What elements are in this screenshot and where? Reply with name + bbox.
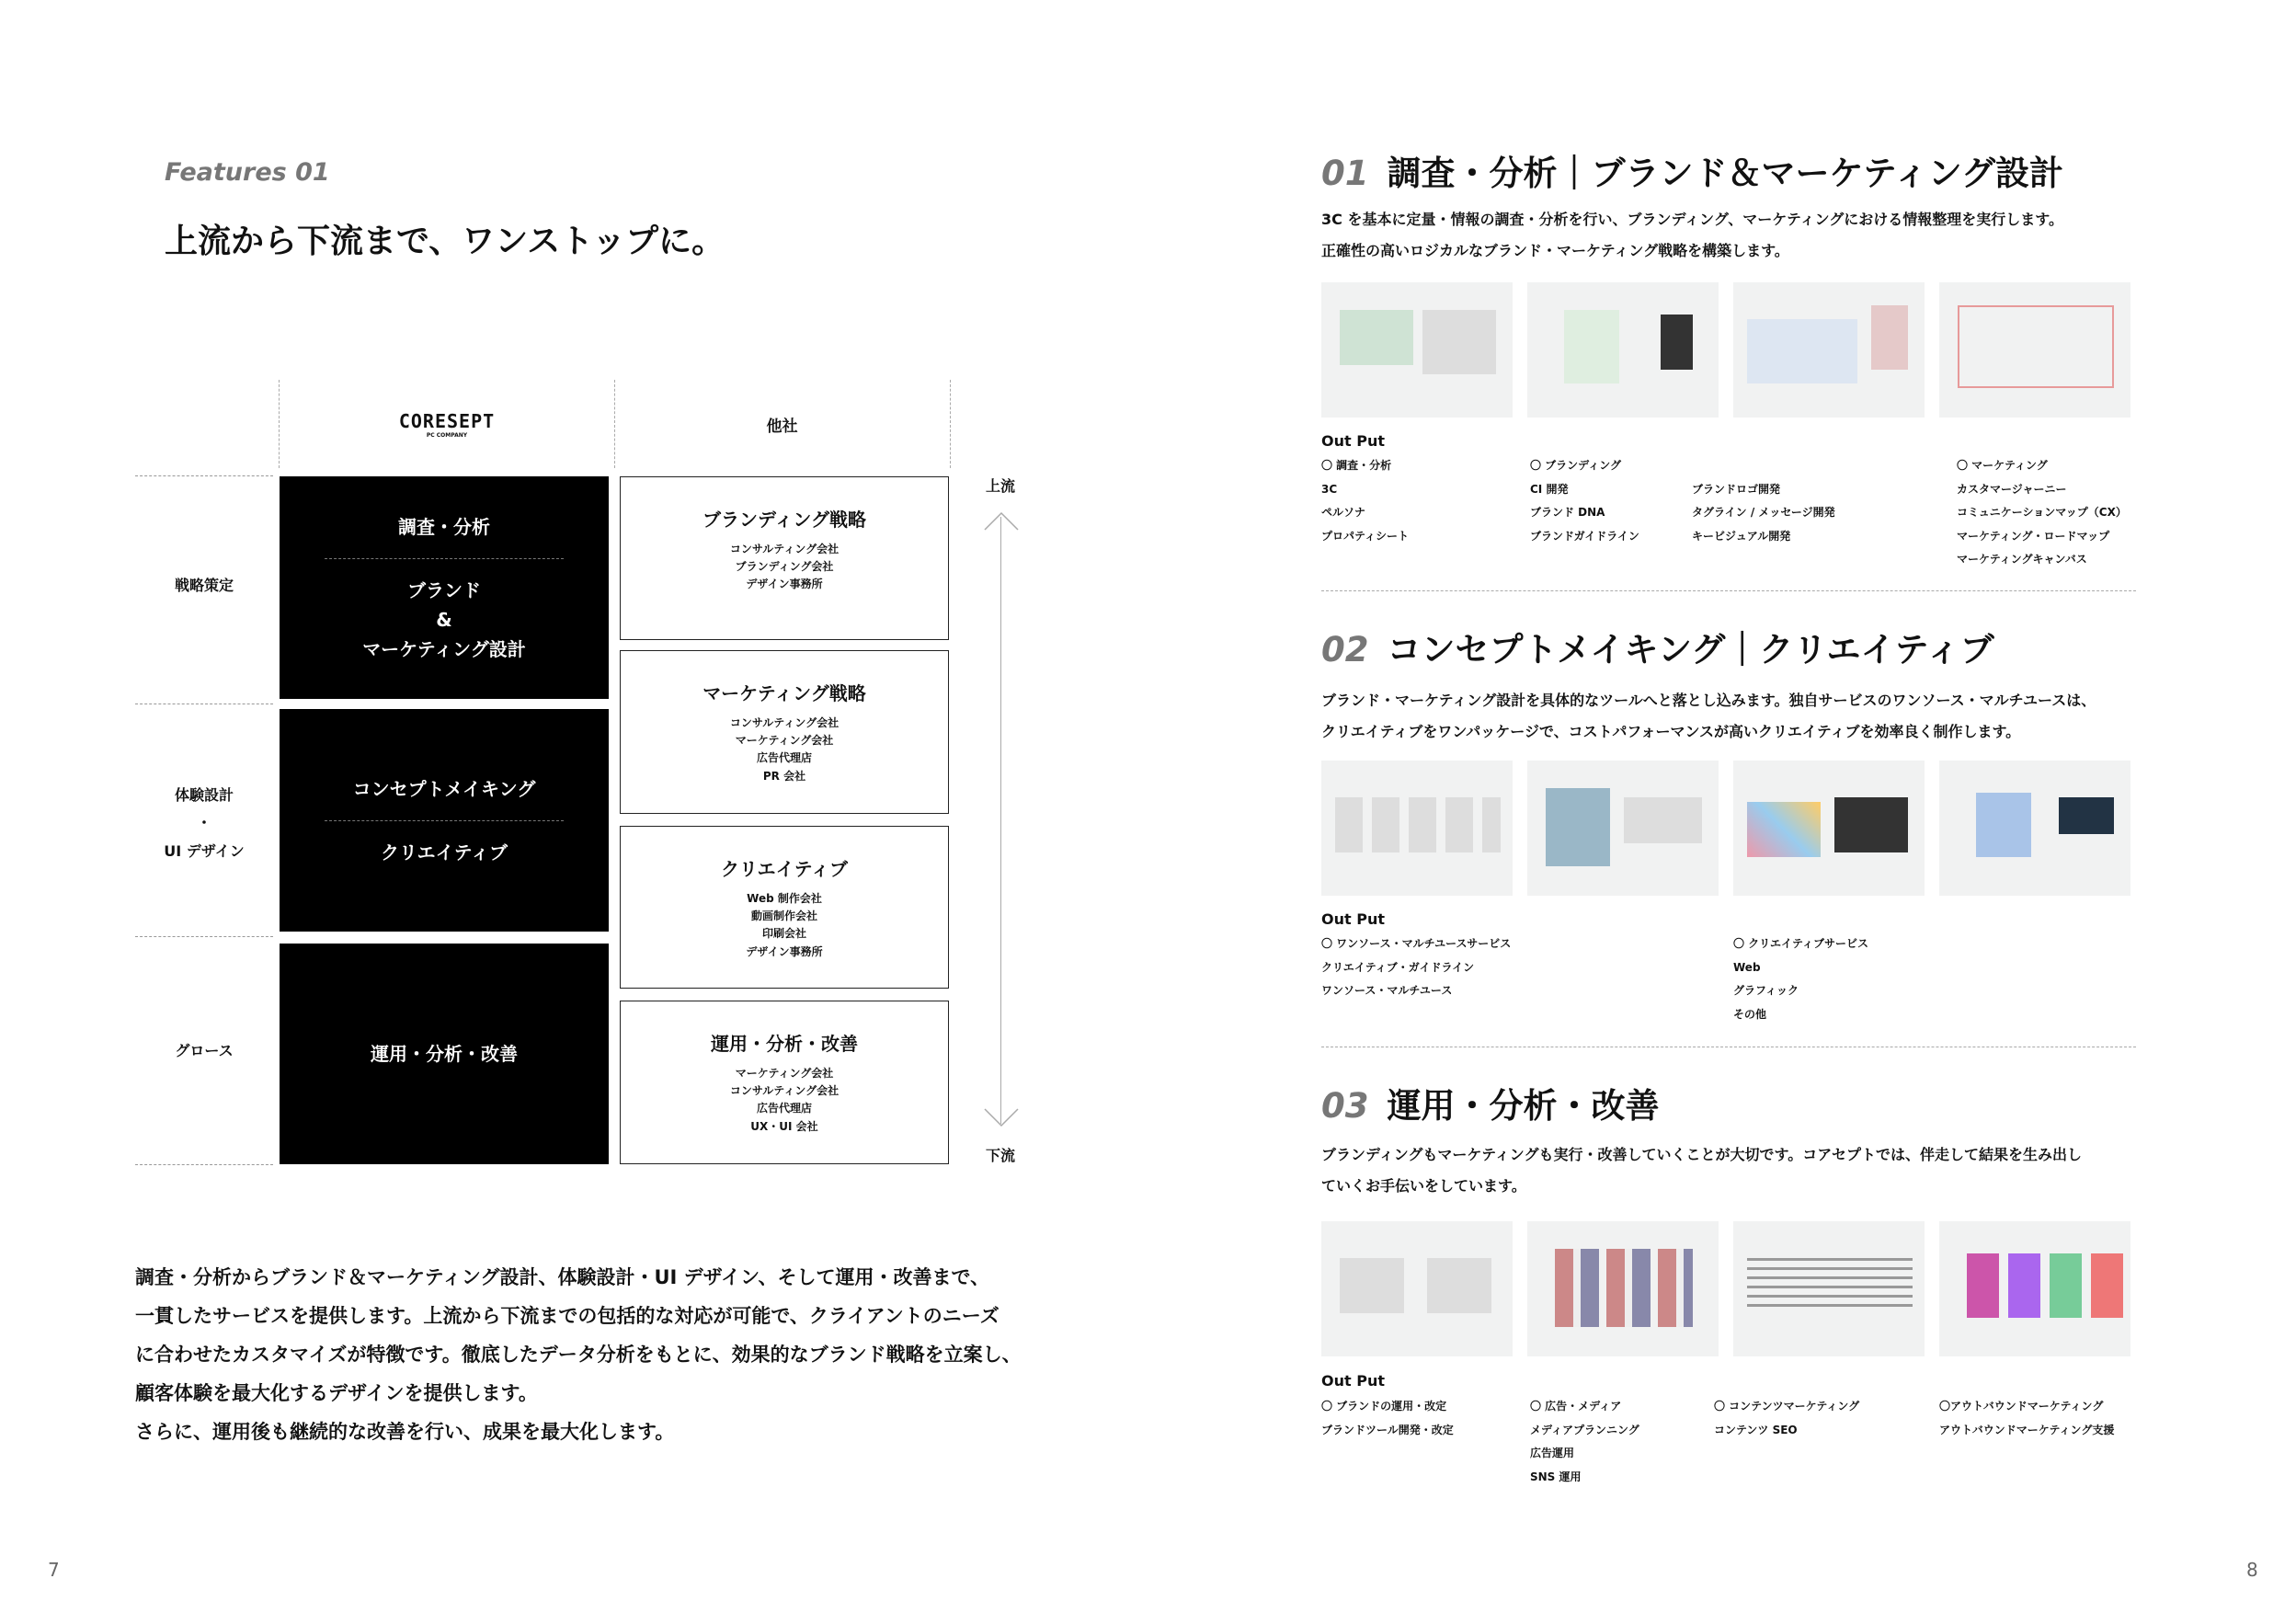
thumbnail — [1939, 1221, 2130, 1356]
thumbnail — [1939, 282, 2130, 418]
thumbnail — [1733, 761, 1925, 896]
upstream-label: 上流 — [986, 477, 1016, 495]
downstream-label: 下流 — [986, 1147, 1016, 1164]
output-column: 〇 調査・分析 3C ペルソナ プロパティシート — [1321, 459, 1410, 543]
output-column: 〇 コンテンツマーケティング コンテンツ SEO — [1714, 1400, 1860, 1436]
output-column: ブランドロゴ開発 タグライン / メッセージ開発 キービジュアル開発 — [1692, 482, 1835, 543]
section-02-desc: ブランド・マーケティング設計を具体的なツールへと落とし込みます。独自サービスのワンソース・マルチユースは、 クリエイティブをワンパッケージで、コストパフォーマンスが高いクリエイティブを効率良く制作します。 — [1321, 692, 2096, 740]
section-divider — [1321, 590, 2136, 591]
output-column: 〇 ワンソース・マルチユースサービス クリエイティブ・ガイドライン ワンソース・マルチユース — [1321, 937, 1512, 997]
section-01-output-label: Out Put — [1321, 432, 1385, 450]
thumbnail — [1527, 282, 1719, 418]
section-03-desc: ブランディングもマーケティングも実行・改善していくことが大切です。コアセプトでは、伴走して結果を生み出し ていくお手伝いをしています。 — [1321, 1146, 2083, 1195]
section-01-thumbnails — [1321, 282, 2130, 418]
output-column: 〇アウトバウンドマーケティング アウトバウンドマーケティング支援 — [1939, 1400, 2115, 1436]
coresept-cell-growth: 運用・分析・改善 — [280, 944, 609, 1164]
thumbnail — [1527, 1221, 1719, 1356]
arrow-up-icon — [983, 511, 1020, 548]
body-paragraph: 調査・分析からブランド＆マーケティング設計、体験設計・UI デザイン、そして運用・改善まで、 一貫したサービスを提供します。上流から下流までの包括的な対応が可能で、クライアントのニーズ に合わせたカスタマイズが特徴です。徹底したデータ分析をもとに、効果的なブランド戦略を立案し、 顧客体験を最大化するデザインを提供します。 さらに、運用後も継続的な改善を行い、成果を最大化します。 — [135, 1266, 1022, 1443]
section-02-output-label: Out Put — [1321, 910, 1385, 928]
section-02-thumbnails — [1321, 761, 2130, 896]
row-label-growth: グロース — [175, 1042, 234, 1059]
thumbnail — [1733, 282, 1925, 418]
section-03-thumbnails — [1321, 1221, 2130, 1356]
thumbnail — [1321, 761, 1513, 896]
thumbnail — [1321, 282, 1513, 418]
other-box-operation: 運用・分析・改善 マーケティング会社 コンサルティング会社 広告代理店 UX・UI 会社 — [620, 1001, 949, 1164]
row-label-strategy: 戦略策定 — [174, 577, 234, 594]
coresept-logo: CORESEPT PC COMPANY — [398, 409, 496, 439]
page-title: 上流から下流まで、ワンストップに。 — [165, 223, 725, 260]
output-column: 〇 クリエイティブサービス Web グラフィック その他 — [1733, 937, 1868, 1021]
output-column: 〇 ブランディング CI 開発 ブランド DNA ブランドガイドライン — [1530, 459, 1639, 543]
output-column: 〇 広告・メディア メディアプランニング 広告運用 SNS 運用 — [1530, 1400, 1639, 1483]
thumbnail — [1733, 1221, 1925, 1356]
arrow-down-icon — [983, 1092, 1020, 1129]
thumbnail — [1321, 1221, 1513, 1356]
row-label-experience: 体験設計 ・ UI デザイン — [164, 786, 245, 860]
thumbnail — [1527, 761, 1719, 896]
section-01-heading: 01 調査・分析｜ブランド＆マーケティング設計 — [1321, 154, 2064, 193]
output-column: 〇 ブランドの運用・改定 ブランドツール開発・改定 — [1321, 1400, 1454, 1436]
flow-arrow-line — [1000, 517, 1001, 1124]
output-column: 〇 マーケティング カスタマージャーニー コミュニケーションマップ（CX） マーケティング・ロードマップ マーケティングキャンバス — [1957, 459, 2127, 566]
other-box-branding: ブランディング戦略 コンサルティング会社 ブランディング会社 デザイン事務所 — [620, 476, 949, 640]
thumbnail — [1939, 761, 2130, 896]
section-01-desc: 3C を基本に定量・情報の調査・分析を行い、ブランディング、マーケティングにおける情報整理を実行します。 正確性の高いロジカルなブランド・マーケティング戦略を構築します。 — [1321, 211, 2064, 259]
other-box-creative: クリエイティブ Web 制作会社 動画制作会社 印刷会社 デザイン事務所 — [620, 826, 949, 989]
other-box-marketing: マーケティング戦略 コンサルティング会社 マーケティング会社 広告代理店 PR 会社 — [620, 650, 949, 814]
features-eyebrow: Features 01 — [165, 158, 330, 187]
section-03-output-label: Out Put — [1321, 1372, 1385, 1390]
page-number-left: 7 — [48, 1559, 60, 1581]
coresept-cell-experience: コンセプトメイキング クリエイティブ — [280, 709, 609, 932]
section-03-heading: 03 運用・分析・改善 — [1321, 1086, 1660, 1126]
section-02-heading: 02 コンセプトメイキング｜クリエイティブ — [1321, 630, 1994, 669]
coresept-cell-strategy: 調査・分析 ブランド & マーケティング設計 — [280, 476, 609, 699]
other-companies-header: 他社 — [766, 417, 798, 436]
page-number-right: 8 — [2246, 1559, 2258, 1581]
